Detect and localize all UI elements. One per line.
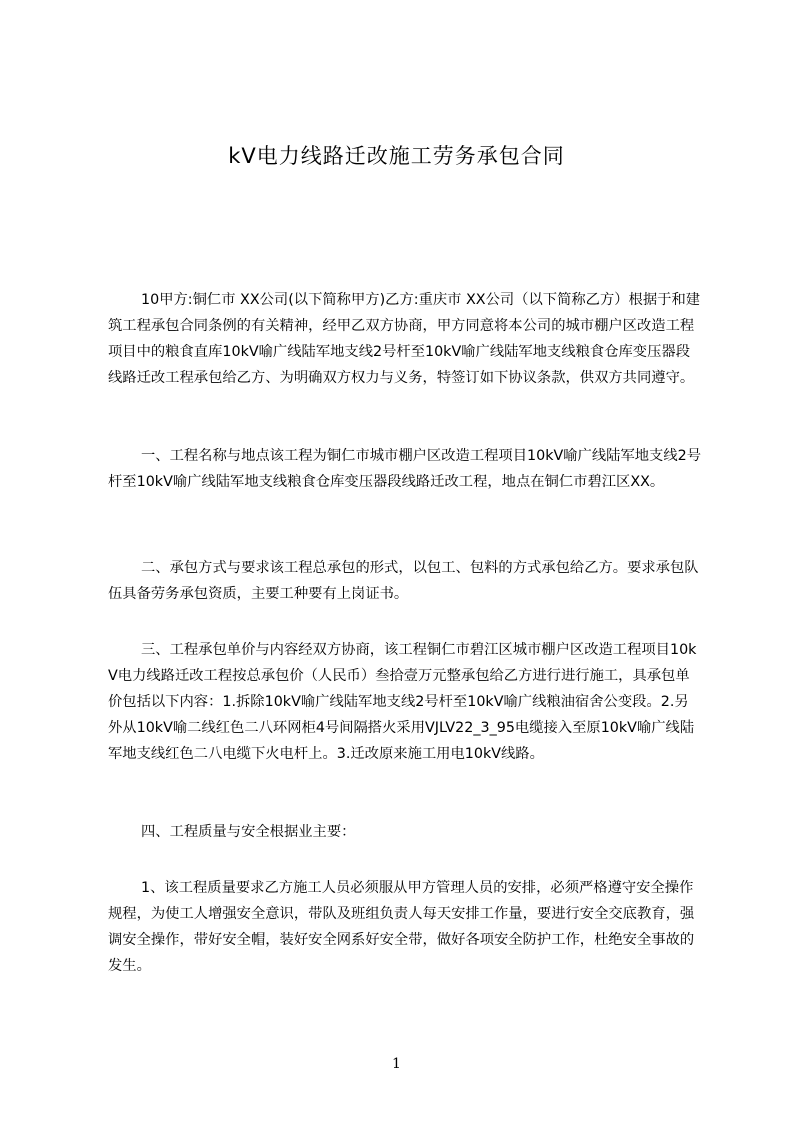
paragraph-project-name-location: 一、工程名称与地点该工程为铜仁市城市棚户区改造工程项目10kV喻广线陆军地支线2号杆至10kV喻广线陆军地支线粮食仓库变压器段线路迁改工程，地点在铜仁市碧江区XX。 bbox=[108, 448, 702, 490]
paragraph-quality-safety-item-1: 1、该工程质量要求乙方施工人员必须服从甲方管理人员的安排，必须严格遵守安全操作规程，为使工人增强安全意识，带队及班组负责人每天安排工作量，要进行安全交底教育，强调安全操作，带好安全帽，装好安全网系好安全带，做好各项安全防护工作，杜绝安全事故的发生。 bbox=[108, 880, 695, 974]
document-title: kV电力线路迁改施工劳务承包合同 bbox=[228, 144, 565, 168]
page-number: 1 bbox=[392, 1056, 401, 1072]
paragraph-parties: 10甲方:铜仁市 XX公司(以下简称甲方)乙方:重庆市 XX公司（以下简称乙方）根据于和建筑工程承包合同条例的有关精神，经甲乙双方协商，甲方同意将本公司的城市棚户区改造工程项目中的粮食直库10kV喻广线陆军地支线2号杆至10kV喻广线陆军地支线粮食仓库变压器段线路迁改工程承包给乙方、为明确双方权力与义务，特签订如下协议条款，供双方共同遵守。 bbox=[108, 292, 701, 386]
paragraph-quality-safety-heading: 四、工程质量与安全根据业主要： bbox=[141, 824, 356, 840]
paragraph-contract-method: 二、承包方式与要求该工程总承包的形式，以包工、包料的方式承包给乙方。要求承包队伍具备劳务承包资质，主要工种要有上岗证书。 bbox=[108, 560, 699, 602]
paragraph-price-content: 三、工程承包单价与内容经双方协商，该工程铜仁市碧江区城市棚户区改造工程项目10kV电力线路迁改工程按总承包价（人民币）叁拾壹万元整承包给乙方进行进行施工，具承包单价包括以下内容：1.拆除10kV喻广线陆军地支线2号杆至10kV喻广线粮油宿舍公变段。2.另外从10kV喻二线红色二八环网柜4号间隔搭火采用VJLV22_3_95电缆接入至原10kV喻广线陆军地支线红色二八电缆下火电杆上。3.迁改原来施工用电10kV线路。 bbox=[108, 642, 697, 762]
